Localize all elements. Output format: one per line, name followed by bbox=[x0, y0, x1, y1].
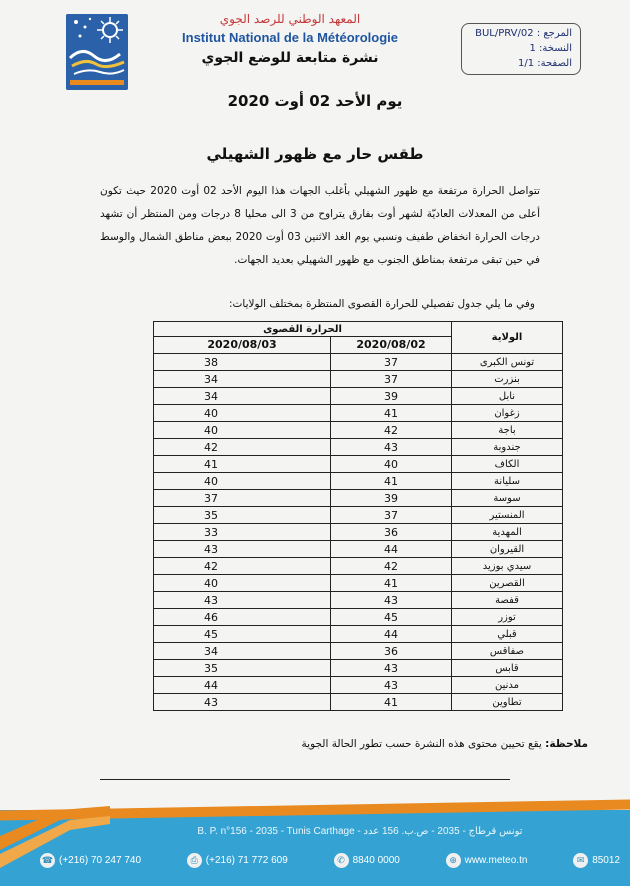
governorate-cell: قابس bbox=[452, 660, 563, 677]
table-body bbox=[154, 354, 563, 711]
governorate-cell: سيدي بوزيد bbox=[452, 558, 563, 575]
org-name-arabic: المعهد الوطني للرصد الجوي bbox=[219, 12, 361, 26]
footer-address: B. P. n°156 - 2035 - Tunis Carthage - تونس قرطاج - 2035 - ص.ب. 156 عدد bbox=[197, 826, 523, 837]
temp-date2-cell: 40 bbox=[154, 422, 331, 439]
table-row bbox=[154, 490, 563, 507]
note-label: ملاحظة: bbox=[545, 738, 588, 750]
temp-date2-cell: 34 bbox=[154, 371, 331, 388]
table-row bbox=[154, 609, 563, 626]
temp-date2-cell: 44 bbox=[154, 677, 331, 694]
fax-icon: ⎙ bbox=[187, 853, 202, 868]
footer-wave-decoration bbox=[0, 806, 110, 886]
temp-date2-cell: 34 bbox=[154, 643, 331, 660]
table-row bbox=[154, 422, 563, 439]
footer-contacts bbox=[40, 850, 620, 870]
footer-contact-item bbox=[187, 853, 288, 868]
footer-contact-text: (+216) 71 772 609 bbox=[205, 854, 288, 866]
temp-date1-cell: 36 bbox=[331, 643, 452, 660]
note bbox=[200, 738, 588, 750]
col-header-max-temp: الحرارة القصوى bbox=[154, 322, 452, 337]
temp-date1-cell: 40 bbox=[331, 456, 452, 473]
temp-date2-cell: 34 bbox=[154, 388, 331, 405]
temp-date1-cell: 36 bbox=[331, 524, 452, 541]
ref-value: BUL/PRV/02 bbox=[475, 28, 534, 39]
table-row bbox=[154, 541, 563, 558]
governorate-cell: القصرين bbox=[452, 575, 563, 592]
governorate-cell: تطاوين bbox=[452, 694, 563, 711]
governorate-cell: جندوبة bbox=[452, 439, 563, 456]
footer-contact-item bbox=[334, 853, 400, 868]
governorate-cell: القيروان bbox=[452, 541, 563, 558]
temp-date2-cell: 40 bbox=[154, 473, 331, 490]
table-row bbox=[154, 507, 563, 524]
version-value: 1 bbox=[529, 43, 536, 54]
temp-date1-cell: 41 bbox=[331, 405, 452, 422]
table-row bbox=[154, 473, 563, 490]
mail-icon: ✉ bbox=[573, 853, 588, 868]
tollfree-icon: ✆ bbox=[334, 853, 349, 868]
temp-date2-cell: 41 bbox=[154, 456, 331, 473]
table-row bbox=[154, 456, 563, 473]
temp-date1-cell: 41 bbox=[331, 694, 452, 711]
table-row bbox=[154, 354, 563, 371]
temp-date1-cell: 41 bbox=[331, 473, 452, 490]
footer-contact-item bbox=[446, 853, 528, 868]
temp-date2-cell: 42 bbox=[154, 558, 331, 575]
temp-date1-cell: 39 bbox=[331, 490, 452, 507]
col-header-governorate: الولاية bbox=[452, 322, 563, 354]
temp-date1-cell: 41 bbox=[331, 575, 452, 592]
table-row bbox=[154, 524, 563, 541]
temp-date1-cell: 42 bbox=[331, 422, 452, 439]
governorate-cell: قبلي bbox=[452, 626, 563, 643]
temp-date2-cell: 40 bbox=[154, 405, 331, 422]
temp-date2-cell: 37 bbox=[154, 490, 331, 507]
governorate-cell: صفاقس bbox=[452, 643, 563, 660]
temp-date1-cell: 37 bbox=[331, 507, 452, 524]
bulletin-title: نشرة متابعة للوضع الجوي bbox=[201, 50, 379, 66]
governorate-cell: الكاف bbox=[452, 456, 563, 473]
footer-separator bbox=[100, 779, 510, 780]
temp-date1-cell: 43 bbox=[331, 439, 452, 456]
page-value: 1/1 bbox=[517, 58, 535, 69]
main-title: طقس حار مع ظهور الشهيلي bbox=[206, 145, 424, 163]
table-row bbox=[154, 677, 563, 694]
table-intro: وفي ما يلي جدول تفصيلي للحرارة القصوى المنتظرة بمختلف الولايات: bbox=[229, 298, 535, 310]
note-text: يقع تحيين محتوى هذه النشرة حسب تطور الحالة الجوية bbox=[301, 738, 542, 750]
governorate-cell: زغوان bbox=[452, 405, 563, 422]
footer-contact-text: www.meteo.tn bbox=[464, 854, 528, 866]
temp-date2-cell: 38 bbox=[154, 354, 331, 371]
temp-date1-cell: 37 bbox=[331, 371, 452, 388]
temp-date2-cell: 40 bbox=[154, 575, 331, 592]
phone-icon: ☎ bbox=[40, 853, 55, 868]
footer-contact-text: 85012 bbox=[592, 854, 620, 866]
table-row bbox=[154, 643, 563, 660]
governorate-cell: سوسة bbox=[452, 490, 563, 507]
table-row bbox=[154, 660, 563, 677]
temp-date1-cell: 37 bbox=[331, 354, 452, 371]
governorate-cell: مدنين bbox=[452, 677, 563, 694]
version-label: النسخة: bbox=[539, 43, 572, 54]
temp-date1-cell: 43 bbox=[331, 592, 452, 609]
temperature-table bbox=[153, 321, 563, 711]
governorate-cell: باجة bbox=[452, 422, 563, 439]
footer-contact-item bbox=[573, 853, 620, 868]
temp-date2-cell: 35 bbox=[154, 660, 331, 677]
temp-date1-cell: 45 bbox=[331, 609, 452, 626]
reference-box bbox=[461, 23, 581, 75]
table-row bbox=[154, 388, 563, 405]
table-row bbox=[154, 592, 563, 609]
temp-date1-cell: 43 bbox=[331, 660, 452, 677]
table-row bbox=[154, 405, 563, 422]
page-line bbox=[518, 58, 572, 69]
temp-date1-cell: 39 bbox=[331, 388, 452, 405]
table-row bbox=[154, 694, 563, 711]
temp-date2-cell: 33 bbox=[154, 524, 331, 541]
governorate-cell: بنزرت bbox=[452, 371, 563, 388]
footer-contact-text: 8840 0000 bbox=[352, 854, 400, 866]
temp-date1-cell: 44 bbox=[331, 541, 452, 558]
temp-date2-cell: 43 bbox=[154, 541, 331, 558]
temp-date2-cell: 46 bbox=[154, 609, 331, 626]
table-row bbox=[154, 626, 563, 643]
governorate-cell: تونس الكبرى bbox=[452, 354, 563, 371]
temp-date2-cell: 35 bbox=[154, 507, 331, 524]
governorate-cell: المهدية bbox=[452, 524, 563, 541]
governorate-cell: توزر bbox=[452, 609, 563, 626]
col-header-date2: 2020/08/03 bbox=[154, 337, 331, 354]
page-label: الصفحة: bbox=[537, 58, 572, 69]
temp-date1-cell: 43 bbox=[331, 677, 452, 694]
table-row bbox=[154, 371, 563, 388]
body-paragraph: تتواصل الحرارة مرتفعة مع ظهور الشهيلي بأغلب الجهات هذا اليوم الأحد 02 أوت 2020 حيث تكون أعلى من المعدلات العاديّة لشهر أوت بفارق يتراوح من 3 الى محليا 8 درجات ومن المنتظر أن تشهد درجات الحرارة انخفاض طفيف ونسبي يوم الغد الاثنين 03 أوت 2020 ببعض مناطق الشمال والوسط في حين تبقى مرتفعة بمناطق الجنوب مع ظهور الشهيلي بعديد الجهات. bbox=[100, 185, 540, 266]
temp-date1-cell: 44 bbox=[331, 626, 452, 643]
temp-date2-cell: 43 bbox=[154, 592, 331, 609]
governorate-cell: قفصة bbox=[452, 592, 563, 609]
org-name-french: Institut National de la Météorologie bbox=[182, 30, 398, 45]
temp-date2-cell: 43 bbox=[154, 694, 331, 711]
table-row bbox=[154, 439, 563, 456]
ref-line bbox=[475, 28, 572, 39]
footer-contact-item bbox=[40, 853, 141, 868]
version-line bbox=[529, 43, 572, 54]
col-header-date1: 2020/08/02 bbox=[331, 337, 452, 354]
table-row bbox=[154, 575, 563, 592]
temp-date1-cell: 42 bbox=[331, 558, 452, 575]
table-row bbox=[154, 558, 563, 575]
governorate-cell: المنستير bbox=[452, 507, 563, 524]
governorate-cell: نابل bbox=[452, 388, 563, 405]
temp-date2-cell: 45 bbox=[154, 626, 331, 643]
date-title: يوم الأحد 02 أوت 2020 bbox=[227, 92, 403, 110]
inm-logo-icon bbox=[66, 14, 128, 90]
ref-label: المرجع : bbox=[536, 28, 572, 39]
temp-date2-cell: 42 bbox=[154, 439, 331, 456]
inm-logo bbox=[66, 14, 128, 90]
globe-icon: ⊕ bbox=[446, 853, 461, 868]
footer-contact-text: (+216) 70 247 740 bbox=[59, 854, 142, 866]
governorate-cell: سليانة bbox=[452, 473, 563, 490]
